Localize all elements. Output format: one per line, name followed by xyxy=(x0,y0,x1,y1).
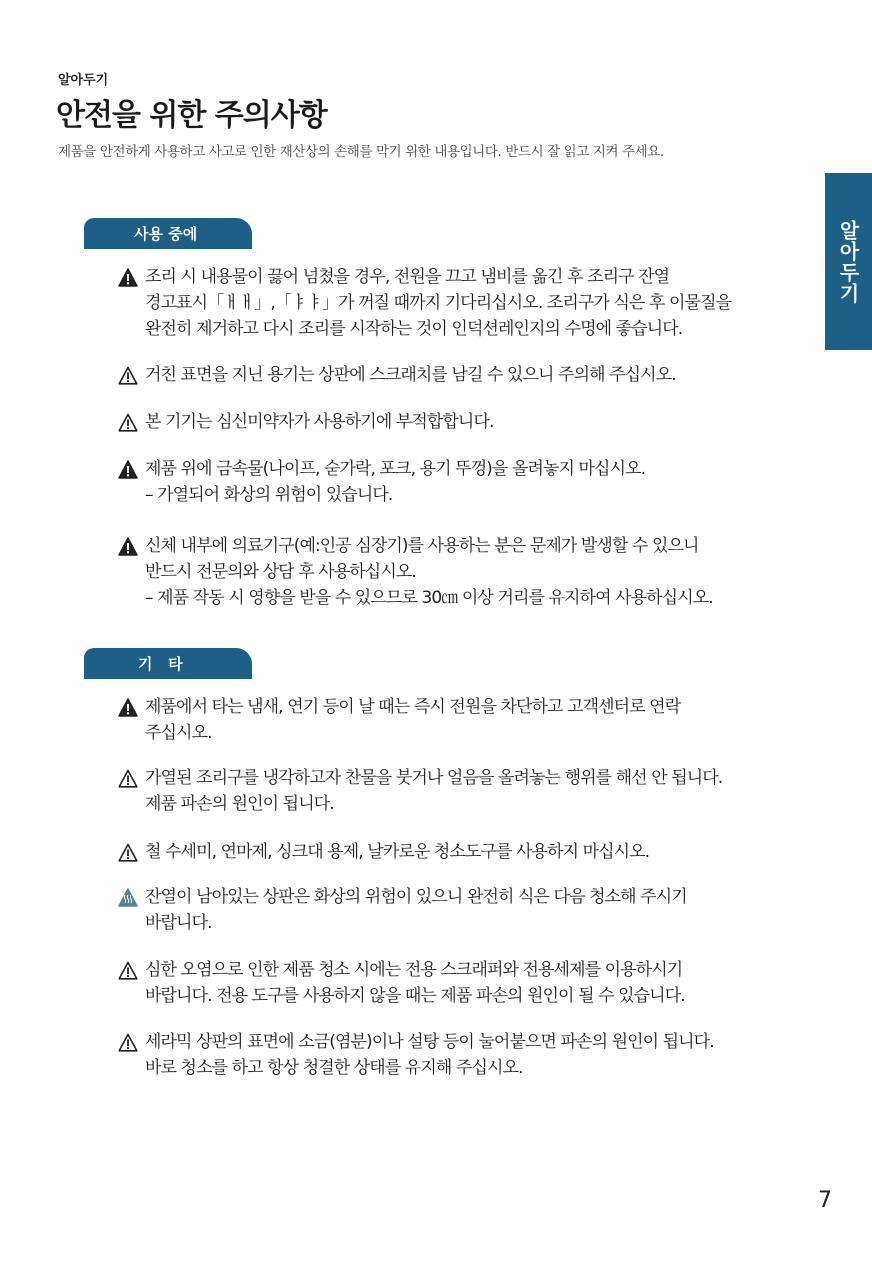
warning-filled-icon xyxy=(118,537,138,556)
page-title: 안전을 위한 주의사항 xyxy=(56,98,327,133)
section-tab-other xyxy=(84,648,252,679)
list-item xyxy=(118,456,798,508)
section-tab-during-use xyxy=(84,218,252,249)
item-text-line: 제품에서 타는 냄새, 연기 등이 날 때는 즉시 전원을 차단하고 고객센터로 연락 xyxy=(145,697,681,717)
list-item xyxy=(118,839,798,865)
item-text-line: 바랍니다. 전용 도구를 사용하지 않을 때는 제품 파손의 원인이 될 수 있습니다. xyxy=(145,986,685,1006)
list-item xyxy=(118,362,798,388)
list-item xyxy=(118,1029,798,1081)
caution-outline-icon xyxy=(118,413,138,432)
list-item xyxy=(118,533,798,611)
caution-outline-icon xyxy=(118,769,138,788)
side-tab xyxy=(825,173,872,350)
item-text-line: 철 수세미, 연마제, 싱크대 용제, 날카로운 청소도구를 사용하지 마십시오. xyxy=(145,842,650,862)
caution-outline-icon xyxy=(118,366,138,385)
caution-outline-icon xyxy=(118,1033,138,1052)
item-text-line: 심한 오염으로 인한 제품 청소 시에는 전용 스크래퍼와 전용세제를 이용하시기 xyxy=(145,960,683,980)
caution-outline-icon xyxy=(118,843,138,862)
warning-filled-icon xyxy=(118,698,138,717)
page-number: 7 xyxy=(818,1188,832,1213)
item-text-line: 신체 내부에 의료기구(예:인공 심장기)를 사용하는 분은 문제가 발생할 수 있으니 xyxy=(145,536,699,556)
list-item xyxy=(118,264,798,342)
item-text-line: – 제품 작동 시 영향을 받을 수 있으므로 30㎝ 이상 거리를 유지하여 사용하십시오. xyxy=(145,588,713,608)
item-text-line: 본 기기는 심신미약자가 사용하기에 부적합합니다. xyxy=(145,412,494,432)
section-tab-label: 기 타 xyxy=(138,655,183,673)
warning-filled-icon xyxy=(118,460,138,479)
section-tab-label: 사용 중에 xyxy=(134,225,198,243)
item-text-line: 세라믹 상판의 표면에 소금(염분)이나 설탕 등이 눌어붙으면 파손의 원인이 됩니다. xyxy=(145,1032,714,1052)
item-text-line: 제품 파손의 원인이 됩니다. xyxy=(145,794,334,814)
item-text-line: 주십시오. xyxy=(145,723,212,743)
list-item xyxy=(118,765,798,817)
caution-outline-icon xyxy=(118,961,138,980)
item-text-line: 잔열이 남아있는 상판은 화상의 위험이 있으니 완전히 식은 다음 청소해 주시기 xyxy=(145,887,687,907)
item-text-line: 제품 위에 금속물(나이프, 숟가락, 포크, 용기 뚜껑)을 올려놓지 마십시오. xyxy=(145,459,646,479)
item-text-line: 조리 시 내용물이 끓어 넘쳤을 경우, 전원을 끄고 냄비를 옮긴 후 조리구 잔열 xyxy=(145,267,670,287)
list-item xyxy=(118,884,798,936)
list-item xyxy=(118,694,798,746)
item-text-line: 바랍니다. xyxy=(145,913,212,933)
eyebrow-label: 알아두기 xyxy=(58,73,109,88)
item-text-line: 가열된 조리구를 냉각하고자 찬물을 붓거나 얼음을 올려놓는 행위를 해선 안 됩니다. xyxy=(145,768,723,788)
warning-filled-icon xyxy=(118,268,138,287)
item-text-line: 거친 표면을 지닌 용기는 상판에 스크래치를 남길 수 있으니 주의해 주십시오. xyxy=(145,365,676,385)
item-text-line: 완전히 제거하고 다시 조리를 시작하는 것이 인덕션레인지의 수명에 좋습니다. xyxy=(145,319,683,339)
side-tab-label: 알아두기 xyxy=(836,219,860,304)
list-item xyxy=(118,957,798,1009)
item-text-line: 반드시 전문의와 상담 후 사용하십시오. xyxy=(145,562,416,582)
list-item xyxy=(118,409,798,435)
hot-surface-icon xyxy=(118,888,138,907)
item-text-line: 경고표시「ㅐㅐ」,「ㅑㅑ」가 꺼질 때까지 기다리십시오. 조리구가 식은 후 이물질을 xyxy=(145,293,732,313)
item-text-line: – 가열되어 화상의 위험이 있습니다. xyxy=(145,485,393,505)
page-subtitle: 제품을 안전하게 사용하고 사고로 인한 재산상의 손해를 막기 위한 내용입니다. 반드시 잘 읽고 지켜 주세요. xyxy=(58,144,664,160)
item-text-line: 바로 청소를 하고 항상 청결한 상태를 유지해 주십시오. xyxy=(145,1058,523,1078)
